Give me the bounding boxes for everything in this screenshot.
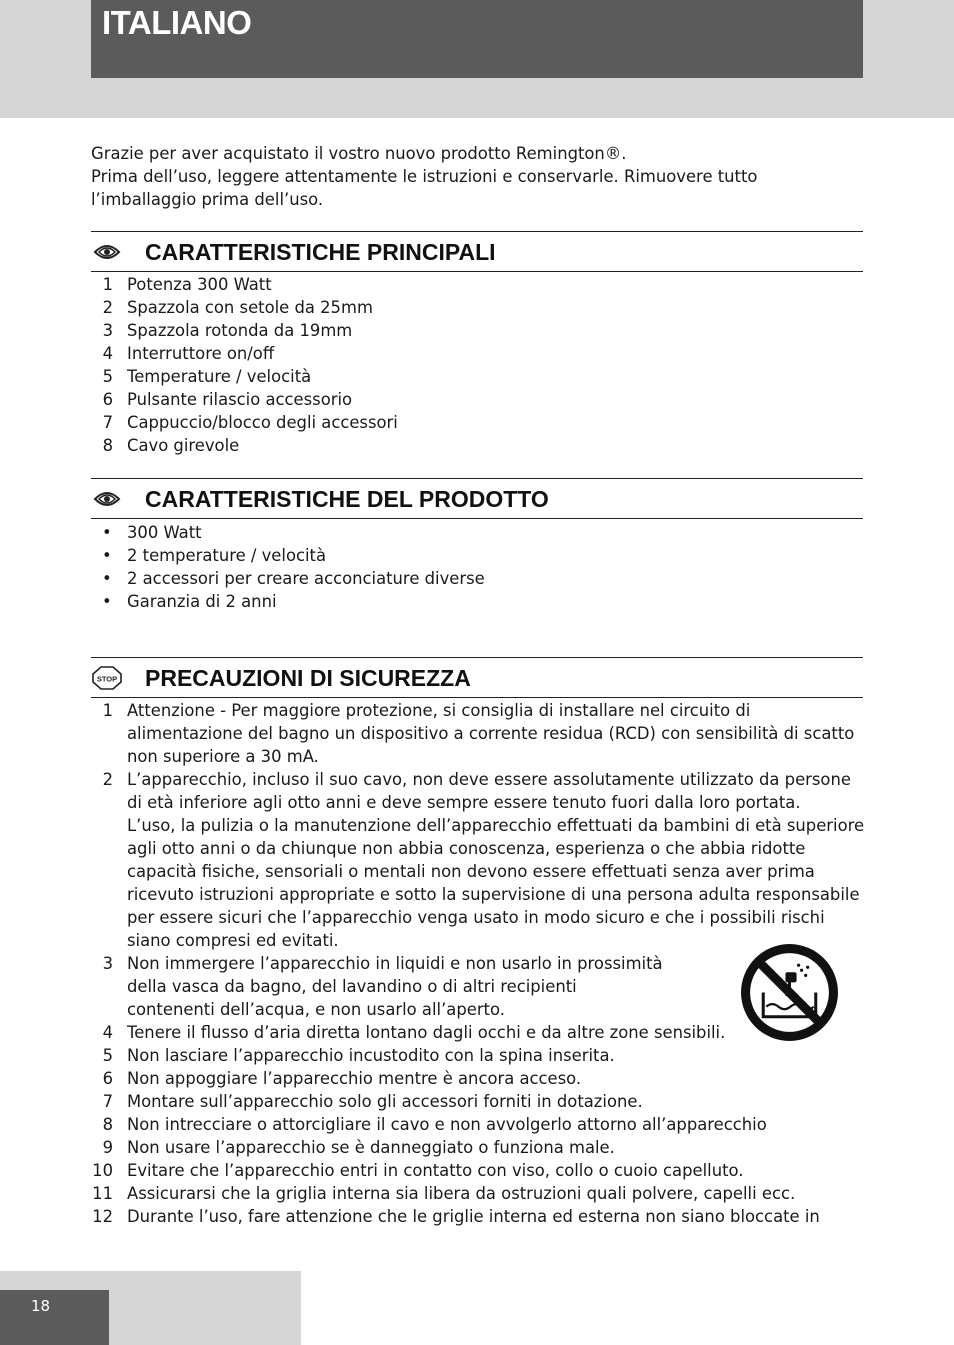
footer-box <box>0 1290 109 1345</box>
list-item <box>91 1113 866 1136</box>
list-item <box>91 1159 866 1182</box>
item-text: Assicurarsi che la griglia interna sia libera da ostruzioni quali polvere, capelli ecc. <box>127 1184 796 1203</box>
item-number: 11 <box>92 1184 113 1203</box>
item-number: 1 <box>102 275 113 294</box>
item-text: Non lasciare l’apparecchio incustodito con la spina inserita. <box>127 1046 615 1065</box>
list-item <box>91 544 866 567</box>
item-number: 10 <box>92 1161 113 1180</box>
item-text: Interruttore on/off <box>127 344 275 363</box>
item-number: 4 <box>102 344 113 363</box>
section-header-safety <box>91 657 863 698</box>
item-text: Pulsante rilascio accessorio <box>127 390 353 409</box>
item-number: 12 <box>92 1207 113 1226</box>
item-number: 6 <box>102 390 113 409</box>
list-item <box>91 296 866 319</box>
item-text: Montare sull’apparecchio solo gli accessori forniti in dotazione. <box>127 1092 643 1111</box>
bullet: • <box>102 592 112 611</box>
item-number: 6 <box>102 1069 113 1088</box>
list-item <box>91 434 866 457</box>
page-number: 18 <box>31 1297 51 1315</box>
section-header-main-features <box>91 231 863 272</box>
item-number: 5 <box>102 367 113 386</box>
item-number: 2 <box>102 770 113 789</box>
page-title: ITALIANO <box>102 4 252 41</box>
intro-text <box>91 142 861 211</box>
list-item <box>91 1044 866 1067</box>
item-text: Cappuccio/blocco degli accessori <box>127 413 398 432</box>
list-item <box>91 342 866 365</box>
item-number: 5 <box>102 1046 113 1065</box>
intro-line: Grazie per aver acquistato il vostro nuovo prodotto Remington®. <box>91 144 627 163</box>
list-item <box>91 388 866 411</box>
list-item <box>91 1205 866 1228</box>
list-item <box>91 521 866 544</box>
list-item <box>91 590 866 613</box>
item-text: 2 temperature / velocità <box>127 546 327 565</box>
stop-icon-label: STOP <box>96 674 118 684</box>
list-item <box>91 319 866 342</box>
no-water-icon <box>739 942 840 1043</box>
intro-line: Prima dell’uso, leggere attentamente le istruzioni e conservarle. Rimuovere tutto l’imballaggio prima dell’uso. <box>91 167 758 209</box>
bullet: • <box>102 523 112 542</box>
item-number: 3 <box>102 954 113 973</box>
main-features-list <box>91 273 866 457</box>
list-item <box>91 365 866 388</box>
item-text: Non usare l’apparecchio se è danneggiato o funziona male. <box>127 1138 615 1157</box>
item-text: Evitare che l’apparecchio entri in contatto con viso, collo o cuoio capelluto. <box>127 1161 744 1180</box>
item-text: Potenza 300 Watt <box>127 275 272 294</box>
item-number: 7 <box>102 413 113 432</box>
item-number: 8 <box>102 436 113 455</box>
item-text: Tenere il flusso d’aria diretta lontano dagli occhi e da altre zone sensibili. <box>127 1023 726 1042</box>
item-text-continued: L’uso, la pulizia o la manutenzione dell’apparecchio effettuati da bambini di età superiore agli otto anni o da chiunque non abbia conoscenza, esperienza o che abbia ridotte capacità fisiche, sensoriali o mentali non devono essere effettuati senza aver prima ricevuto istruzioni appropriate e sotto la supervisione di una persona adulta responsabile per essere sicuri che l’apparecchio venga usato in modo sicuro e che i possibili rischi siano compresi ed evitati. <box>127 816 865 950</box>
item-text: 300 Watt <box>127 523 202 542</box>
title-box <box>91 0 863 78</box>
item-text: Spazzola rotonda da 19mm <box>127 321 353 340</box>
item-number: 4 <box>102 1023 113 1042</box>
eye-icon <box>93 488 121 510</box>
item-text: Non immergere l’apparecchio in liquidi e non usarlo in prossimità della vasca da bagno, del lavandino o di altri recipienti contenenti dell’acqua, e non usarlo all’aperto. <box>127 954 663 1019</box>
section-header-product-features <box>91 478 863 519</box>
item-number: 1 <box>102 701 113 720</box>
section-title: PRECAUZIONI DI SICUREZZA <box>145 665 471 691</box>
list-item <box>91 699 866 768</box>
item-text: Non appoggiare l’apparecchio mentre è ancora acceso. <box>127 1069 582 1088</box>
section-title: CARATTERISTICHE DEL PRODOTTO <box>145 486 549 512</box>
bullet: • <box>102 569 112 588</box>
list-item <box>91 768 866 952</box>
item-number: 2 <box>102 298 113 317</box>
item-text: Temperature / velocità <box>127 367 312 386</box>
item-text: Garanzia di 2 anni <box>127 592 277 611</box>
item-text: Non intrecciare o attorcigliare il cavo e non avvolgerlo attorno all’apparecchio <box>127 1115 767 1134</box>
item-text: L’apparecchio, incluso il suo cavo, non deve essere assolutamente utilizzato da persone di età inferiore agli otto anni e deve sempre essere tenuto fuori dalla loro portata. <box>127 770 851 812</box>
list-item <box>91 411 866 434</box>
list-item <box>91 567 866 590</box>
list-item <box>91 1067 866 1090</box>
list-item <box>91 1090 866 1113</box>
eye-icon <box>93 241 121 263</box>
item-text: Cavo girevole <box>127 436 240 455</box>
item-text: Durante l’uso, fare attenzione che le griglie interna ed esterna non siano bloccate in <box>127 1207 820 1226</box>
product-features-list <box>91 521 866 613</box>
list-item <box>91 1182 866 1205</box>
item-number: 8 <box>102 1115 113 1134</box>
item-number: 7 <box>102 1092 113 1111</box>
list-item <box>91 273 866 296</box>
item-text: Spazzola con setole da 25mm <box>127 298 373 317</box>
list-item <box>91 1136 866 1159</box>
item-number: 3 <box>102 321 113 340</box>
item-text: 2 accessori per creare acconciature diverse <box>127 569 485 588</box>
section-title: CARATTERISTICHE PRINCIPALI <box>145 239 496 265</box>
bullet: • <box>102 546 112 565</box>
item-number: 9 <box>102 1138 113 1157</box>
stop-icon <box>92 666 122 690</box>
item-text: Attenzione - Per maggiore protezione, si consiglia di installare nel circuito di alimentazione del bagno un dispositivo a corrente residua (RCD) con sensibilità di scatto non superiore a 30 mA. <box>127 701 855 766</box>
